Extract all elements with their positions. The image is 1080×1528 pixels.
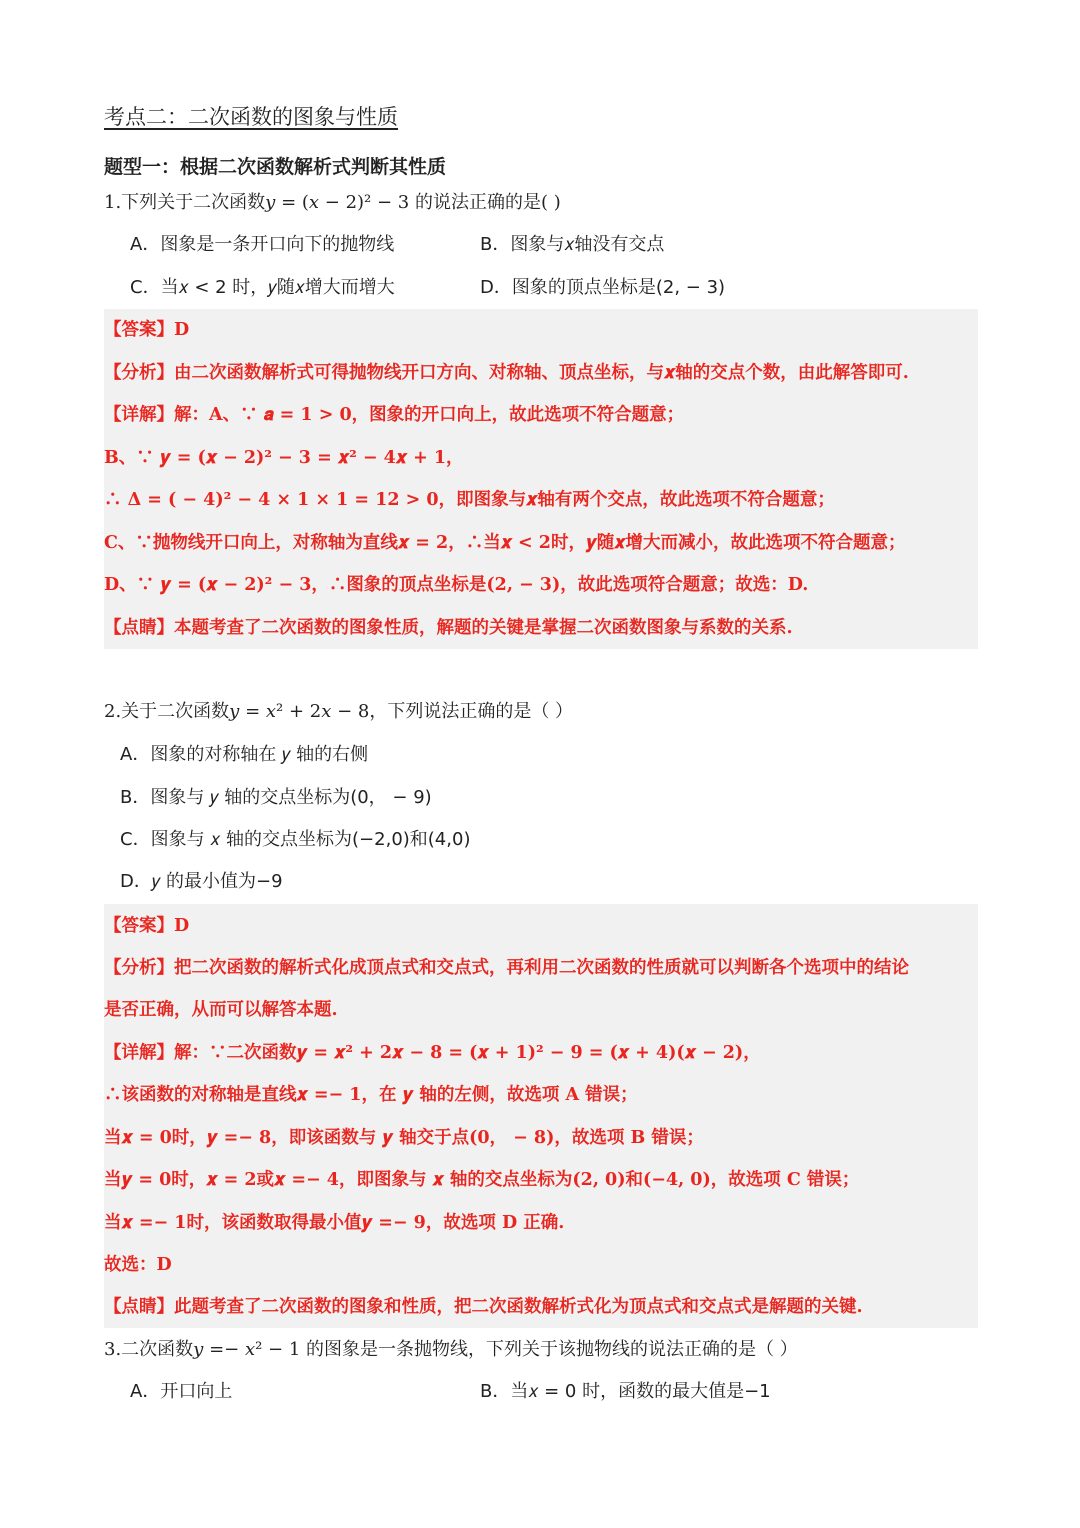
q2-analysis-line-1: 【分析】把二次函数的解析式化成顶点式和交点式，再利用二次函数的性质就可以判断各个选项中的结论 [104, 958, 909, 978]
question-3-stem: 3.二次函数𝑦 =− 𝑥² − 1 的图象是一条抛物线，下列关于该抛物线的说法正确的是（ ） [104, 1339, 798, 1360]
q2-comment: 【点睛】此题考查了二次函数的图象和性质，把二次函数解析式化为顶点式和交点式是解题的关键. [104, 1297, 863, 1317]
q2-analysis-line-2: 是否正确，从而可以解答本题. [104, 1000, 338, 1020]
q2-detail-line-4: 当𝒚 = 𝟎时，𝒙 = 𝟐或𝒙 =− 𝟒，即图象与 𝒙 轴的交点坐标为(𝟐, 𝟎)和(−𝟒, 𝟎)，故选项 C 错误； [104, 1170, 860, 1190]
q2-detail-line-5: 当𝒙 =− 𝟏时，该函数取得最小值𝒚 =− 𝟗，故选项 D 正确. [104, 1213, 565, 1233]
q1-answer: 【答案】D [104, 320, 190, 340]
q1-comment: 【点睛】本题考查了二次函数的图象性质，解题的关键是掌握二次函数图象与系数的关系. [104, 618, 793, 638]
q1-option-b: B．图象与𝑥轴没有交点 [480, 234, 665, 255]
q1-detail-line-2: B、∵ 𝒚 = (𝒙 − 𝟐)² − 𝟑 = 𝒙² − 𝟒𝒙 + 𝟏， [104, 448, 464, 468]
q1-detail-line-3: ∴ 𝚫 = ( − 𝟒)² − 𝟒 × 𝟏 × 𝟏 = 𝟏𝟐 > 𝟎，即图象与𝒙轴有两个交点，故此选项不符合题意； [104, 490, 835, 510]
section-title: 考点二：二次函数的图象与性质 [104, 105, 398, 129]
q3-option-b: B．当𝑥 = 0 时，函数的最大值是−1 [480, 1381, 771, 1402]
q2-option-d: D．𝑦 的最小值为−9 [120, 871, 283, 892]
q2-detail-line-2: ∴该函数的对称轴是直线𝒙 =− 𝟏，在 𝒚 轴的左侧，故选项 A 错误； [104, 1085, 638, 1105]
q2-answer: 【答案】D [104, 916, 190, 936]
q2-option-b: B．图象与 𝑦 轴的交点坐标为(0， − 9) [120, 787, 432, 808]
q1-detail-line-4: C、∵抛物线开口向上，对称轴为直线𝒙 = 𝟐，∴当𝒙 < 𝟐时，𝒚随𝒙增大而减小，故此选项不符合题意； [104, 533, 906, 553]
question-1-stem: 1.下列关于二次函数𝑦 = (𝑥 − 2)² − 3 的说法正确的是( ) [104, 192, 561, 213]
q3-option-a: A．开口向上 [130, 1381, 233, 1402]
q1-answer-box [104, 309, 978, 649]
question-2-stem: 2.关于二次函数𝑦 = 𝑥² + 2𝑥 − 8，下列说法正确的是（ ） [104, 701, 574, 722]
q1-option-c: C．当𝑥 < 2 时，𝑦随𝑥增大而增大 [130, 277, 395, 298]
q2-detail-line-1: 【详解】解：∵二次函数𝒚 = 𝒙² + 𝟐𝒙 − 𝟖 = (𝒙 + 𝟏)² − 𝟗 = (𝒙 + 𝟒)(𝒙 − 𝟐)， [104, 1043, 761, 1063]
question-type-title: 题型一：根据二次函数解析式判断其性质 [104, 156, 447, 178]
q2-option-c: C．图象与 𝑥 轴的交点坐标为(−2,0)和(4,0) [120, 829, 471, 850]
q2-detail-line-6: 故选：D [104, 1255, 172, 1275]
q1-analysis: 【分析】由二次函数解析式可得抛物线开口方向、对称轴、顶点坐标，与𝒙轴的交点个数，由此解答即可. [104, 363, 909, 383]
q1-option-a: A．图象是一条开口向下的抛物线 [130, 234, 395, 255]
q2-detail-line-3: 当𝒙 = 𝟎时，𝒚 =− 𝟖，即该函数与 𝒚 轴交于点(𝟎， − 𝟖)，故选项 B 错误； [104, 1128, 704, 1148]
q1-detail-line-1: 【详解】解：A、∵ 𝒂 = 𝟏 > 𝟎，图象的开口向上，故此选项不符合题意； [104, 405, 685, 425]
q1-option-d: D．图象的顶点坐标是(2, − 3) [480, 277, 726, 298]
q1-detail-line-5: D、∵ 𝒚 = (𝒙 − 𝟐)² − 𝟑，∴图象的顶点坐标是(𝟐, − 𝟑)，故此选项符合题意；故选：D. [104, 575, 809, 595]
q2-option-a: A．图象的对称轴在 𝑦 轴的右侧 [120, 744, 369, 765]
